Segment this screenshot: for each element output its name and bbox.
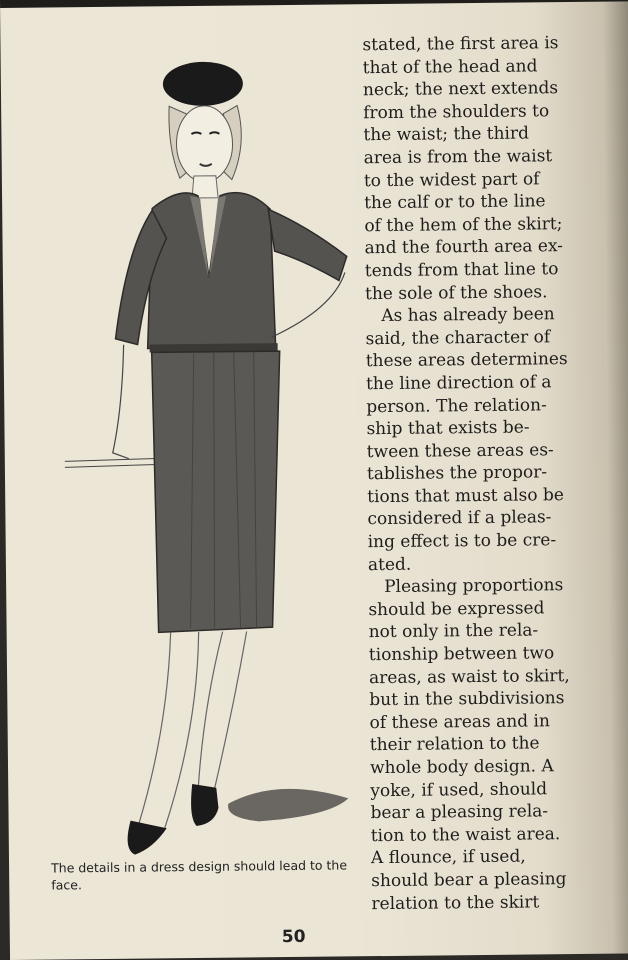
text-line: tween these areas es- [366, 439, 554, 462]
text-line: their relation to the [369, 733, 540, 756]
text-line: from the shoulders to [363, 101, 550, 123]
body-text-column [362, 32, 585, 915]
text-line: areas, as waist to skirt, [369, 665, 570, 688]
text-line: ing effect is to be cre- [367, 530, 557, 553]
text-line: and the fourth area ex- [364, 236, 564, 259]
text-line: the waist; the third [363, 123, 530, 146]
text-line: should bear a pleasing [371, 869, 567, 892]
text-line: ated. [367, 554, 412, 575]
text-line: A flounce, if used, [370, 846, 526, 869]
text-line: Pleasing proportions [384, 575, 564, 598]
text-line: that of the head and [362, 55, 538, 78]
text-line: area is from the waist [363, 146, 553, 169]
text-line: should be expressed [368, 598, 545, 621]
text-line: of these areas and in [369, 711, 550, 733]
text-line: of the hem of the skirt; [364, 213, 563, 236]
fashion-illustration [41, 46, 380, 869]
text-line: to the widest part of [363, 168, 540, 191]
text-line: tion to the waist area. [370, 823, 561, 846]
page-top-edge [0, 0, 628, 8]
text-line: tablishes the propor- [366, 462, 548, 485]
text-line: whole body design. A [369, 756, 554, 779]
text-line: yoke, if used, should [370, 778, 548, 801]
text-line: the line direction of a [365, 372, 552, 395]
text-line: but in the subdivisions [369, 688, 565, 711]
figure-caption: The details in a dress design should lead to the face. [51, 857, 348, 893]
text-line: tends from that line to [364, 259, 559, 282]
page-number: 50 [281, 926, 306, 948]
text-line: neck; the next extends [362, 78, 559, 101]
text-line: not only in the rela- [368, 620, 539, 643]
text-line: these areas determines [365, 349, 568, 372]
text-line: said, the character of [365, 326, 551, 349]
text-line: relation to the skirt [371, 891, 540, 914]
text-line: considered if a pleas- [367, 507, 552, 530]
text-line: tions that must also be [367, 484, 564, 508]
text-line: As has already been [381, 304, 555, 327]
text-line: ship that exists be- [366, 417, 530, 440]
text-line: person. The relation- [366, 394, 547, 417]
text-line: stated, the first area is [362, 33, 559, 56]
text-line: the sole of the shoes. [364, 281, 548, 304]
text-line: bear a pleasing rela- [370, 801, 549, 824]
text-line: the calf or to the line [364, 191, 546, 214]
text-line: tionship between two [368, 643, 555, 666]
